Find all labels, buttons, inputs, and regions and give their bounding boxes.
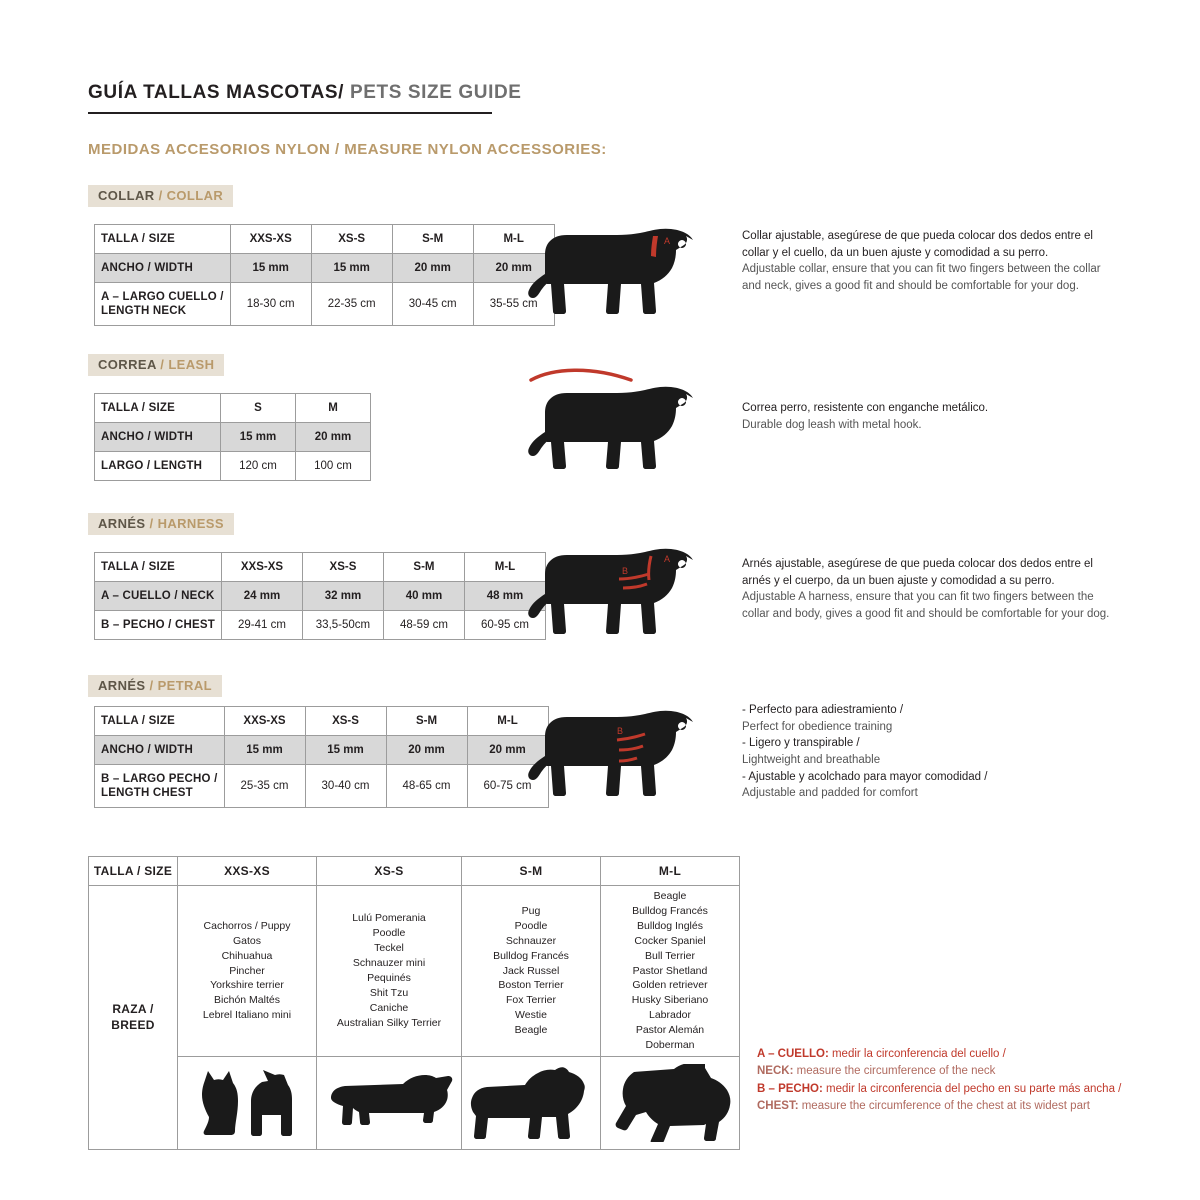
chip-harness-sep: /: [145, 516, 158, 531]
page-subtitle: MEDIDAS ACCESORIOS NYLON / MEASURE NYLON ACCESSORIES:: [88, 141, 607, 158]
row-label: B – PECHO / CHEST: [95, 611, 222, 640]
legend-1-label-en: NECK:: [757, 1065, 794, 1078]
col-header: XS-S: [302, 553, 383, 582]
dog-illustration-harness: [525, 540, 705, 648]
cell: 100 cm: [296, 452, 371, 481]
bullet-1-es: - Perfecto para adiestramiento /: [742, 704, 904, 716]
table-row: [95, 707, 549, 736]
chip-collar-es: COLLAR: [98, 188, 155, 203]
note-leash-es: Correa perro, resistente con enganche metálico.: [742, 402, 989, 414]
note-collar-es: Collar ajustable, asegúrese de que pueda colocar dos dedos entre el collar y el cuello, da un buen ajuste y comodidad a su perro.: [742, 230, 1093, 259]
section-chip-collar: [88, 185, 233, 207]
table-leash: [94, 393, 371, 481]
cell: 15 mm: [221, 423, 296, 452]
page-title: [88, 82, 522, 104]
col-header-size: TALLA / SIZE: [95, 394, 221, 423]
table-row: [95, 423, 371, 452]
cell: 15 mm: [305, 736, 386, 765]
section-chip-leash: [88, 354, 224, 376]
chip-collar-sep: /: [154, 188, 167, 203]
breed-list-xs-s: Lulú Pomerania Poodle Teckel Schnauzer mini Pequinés Shit Tzu Caniche Australian Silky Terrier: [317, 886, 462, 1057]
chip-petral-es: ARNÉS: [98, 678, 146, 693]
chip-petral-sep: /: [145, 678, 158, 693]
row-label: ANCHO / WIDTH: [95, 423, 221, 452]
note-harness-en: Adjustable A harness, ensure that you can fit two fingers between the collar and body, gives a good fit and should be comfortable for your dog.: [742, 591, 1110, 621]
table-row: [95, 225, 555, 254]
cell: 20 mm: [296, 423, 371, 452]
cell: 48 mm: [464, 582, 545, 611]
table-row: [95, 765, 549, 808]
col-header: M-L: [467, 707, 548, 736]
chip-leash-sep: /: [156, 357, 169, 372]
table-row: [89, 1056, 740, 1149]
breed-icons-xxs-xs: [178, 1056, 317, 1149]
table-harness: [94, 552, 546, 640]
col-header: S: [221, 394, 296, 423]
dog-illustration-leash: [525, 362, 705, 472]
cell: 20 mm: [473, 254, 554, 283]
note-leash-en: Durable dog leash with metal hook.: [742, 418, 922, 431]
col-header: M: [296, 394, 371, 423]
col-header: S-M: [383, 553, 464, 582]
col-header: XXS-XS: [224, 707, 305, 736]
col-header: XXS-XS: [178, 857, 317, 886]
col-header: M-L: [464, 553, 545, 582]
cell: 20 mm: [467, 736, 548, 765]
table-row: [89, 886, 740, 1057]
legend-2-label: B – PECHO:: [757, 1082, 823, 1095]
col-header: XXS-XS: [221, 553, 302, 582]
chip-harness-en: HARNESS: [157, 516, 224, 531]
bullet-2-en: Lightweight and breathable: [742, 754, 881, 767]
col-header: S-M: [392, 225, 473, 254]
cell: 48-59 cm: [383, 611, 464, 640]
cell: 30-40 cm: [305, 765, 386, 808]
cell: 24 mm: [221, 582, 302, 611]
cell: 33,5-50cm: [302, 611, 383, 640]
row-label: B – LARGO PECHO / LENGTH CHEST: [95, 765, 225, 808]
note-leash: [742, 400, 1112, 433]
cell: 32 mm: [302, 582, 383, 611]
bullet-3-en: Adjustable and padded for comfort: [742, 787, 918, 800]
cell: 29-41 cm: [221, 611, 302, 640]
table-row: [95, 394, 371, 423]
measurement-legend: [757, 1046, 1157, 1115]
col-header: XS-S: [317, 857, 462, 886]
breed-list-m-l: Beagle Bulldog Francés Bulldog Inglés Cocker Spaniel Bull Terrier Pastor Shetland Golden retriever Husky Siberiano Labrador Pastor Alemán Doberman: [601, 886, 740, 1057]
chip-collar-en: COLLAR: [166, 188, 224, 203]
cell: 60-75 cm: [467, 765, 548, 808]
bullet-1-en: Perfect for obedience training: [742, 720, 893, 733]
title-underline: [88, 112, 492, 114]
chip-harness-es: ARNÉS: [98, 516, 146, 531]
cell: 40 mm: [383, 582, 464, 611]
svg-text:A: A: [664, 554, 671, 564]
table-row: [95, 611, 546, 640]
col-header-size: TALLA / SIZE: [95, 225, 231, 254]
table-row: [95, 283, 555, 326]
table-row: [95, 553, 546, 582]
table-breeds: [88, 856, 740, 1150]
row-label: A – CUELLO / NECK: [95, 582, 222, 611]
breed-list-xxs-xs: Cachorros / Puppy Gatos Chihuahua Pincher Yorkshire terrier Bichón Maltés Lebrel Italiano mini: [178, 886, 317, 1057]
cell: 20 mm: [392, 254, 473, 283]
cell: 15 mm: [230, 254, 311, 283]
note-collar: [742, 228, 1112, 295]
legend-1-en: measure the circumference of the neck: [793, 1065, 996, 1078]
table-row: [89, 857, 740, 886]
chip-petral-en: PETRAL: [157, 678, 212, 693]
legend-2-es: medir la circonferencia del pecho en su parte más ancha /: [822, 1082, 1122, 1095]
svg-text:B: B: [617, 726, 624, 736]
section-chip-harness: [88, 513, 234, 535]
svg-text:B: B: [622, 566, 629, 576]
row-label: ANCHO / WIDTH: [95, 736, 225, 765]
cell: 25-35 cm: [224, 765, 305, 808]
legend-2-en: measure the circumference of the chest at its widest part: [798, 1099, 1090, 1112]
col-header: XS-S: [311, 225, 392, 254]
svg-text:A: A: [664, 236, 671, 246]
row-label: A – LARGO CUELLO / LENGTH NECK: [95, 283, 231, 326]
cell: 60-95 cm: [464, 611, 545, 640]
table-collar: [94, 224, 555, 326]
note-harness-es: Arnés ajustable, asegúrese de que pueda colocar dos dedos entre el arnés y el cuerpo, da un buen ajuste y comodidad a su perro.: [742, 558, 1093, 587]
cell: 48-65 cm: [386, 765, 467, 808]
dog-illustration-petral: [525, 700, 705, 810]
col-header: M-L: [601, 857, 740, 886]
legend-1-label: A – CUELLO:: [757, 1048, 829, 1060]
row-label: LARGO / LENGTH: [95, 452, 221, 481]
note-collar-en: Adjustable collar, ensure that you can fit two fingers between the collar and neck, gives a good fit and should be comfortable for your dog.: [742, 263, 1101, 293]
cell: 120 cm: [221, 452, 296, 481]
col-header-size: TALLA / SIZE: [95, 707, 225, 736]
breed-icons-s-m: [462, 1056, 601, 1149]
breed-icons-xs-s: [317, 1056, 462, 1149]
bullet-3-es: - Ajustable y acolchado para mayor comodidad /: [742, 770, 988, 783]
legend-2-label-en: CHEST:: [757, 1099, 799, 1112]
col-header-size: TALLA / SIZE: [89, 857, 178, 886]
col-header: XS-S: [305, 707, 386, 736]
cell: 15 mm: [224, 736, 305, 765]
row-label-breed: RAZA / BREED: [89, 886, 178, 1150]
chip-leash-es: CORREA: [98, 357, 157, 372]
section-chip-petral: [88, 675, 222, 697]
dog-illustration-collar: [525, 222, 705, 327]
table-petral: [94, 706, 549, 808]
cell: 15 mm: [311, 254, 392, 283]
cell: 18-30 cm: [230, 283, 311, 326]
row-label: ANCHO / WIDTH: [95, 254, 231, 283]
page-title-en: PETS SIZE GUIDE: [344, 82, 522, 103]
cell: 35-55 cm: [473, 283, 554, 326]
table-row: [95, 254, 555, 283]
bullet-2-es: - Ligero y transpirable /: [742, 737, 860, 750]
table-row: [95, 582, 546, 611]
cell: 30-45 cm: [392, 283, 473, 326]
cell: 20 mm: [386, 736, 467, 765]
note-harness: [742, 556, 1112, 623]
table-row: [95, 452, 371, 481]
col-header: M-L: [473, 225, 554, 254]
breed-list-s-m: Pug Poodle Schnauzer Bulldog Francés Jack Russel Boston Terrier Fox Terrier Westie Beagle: [462, 886, 601, 1057]
col-header: S-M: [462, 857, 601, 886]
table-row: [95, 736, 549, 765]
col-header-size: TALLA / SIZE: [95, 553, 222, 582]
legend-1-es: medir la circonferencia del cuello /: [828, 1048, 1006, 1060]
col-header: XXS-XS: [230, 225, 311, 254]
page-title-es: GUÍA TALLAS MASCOTAS/: [88, 82, 345, 103]
chip-leash-en: LEASH: [168, 357, 215, 372]
breed-icons-m-l: [601, 1056, 740, 1149]
col-header: S-M: [386, 707, 467, 736]
note-petral-bullets: [742, 702, 1112, 802]
cell: 22-35 cm: [311, 283, 392, 326]
